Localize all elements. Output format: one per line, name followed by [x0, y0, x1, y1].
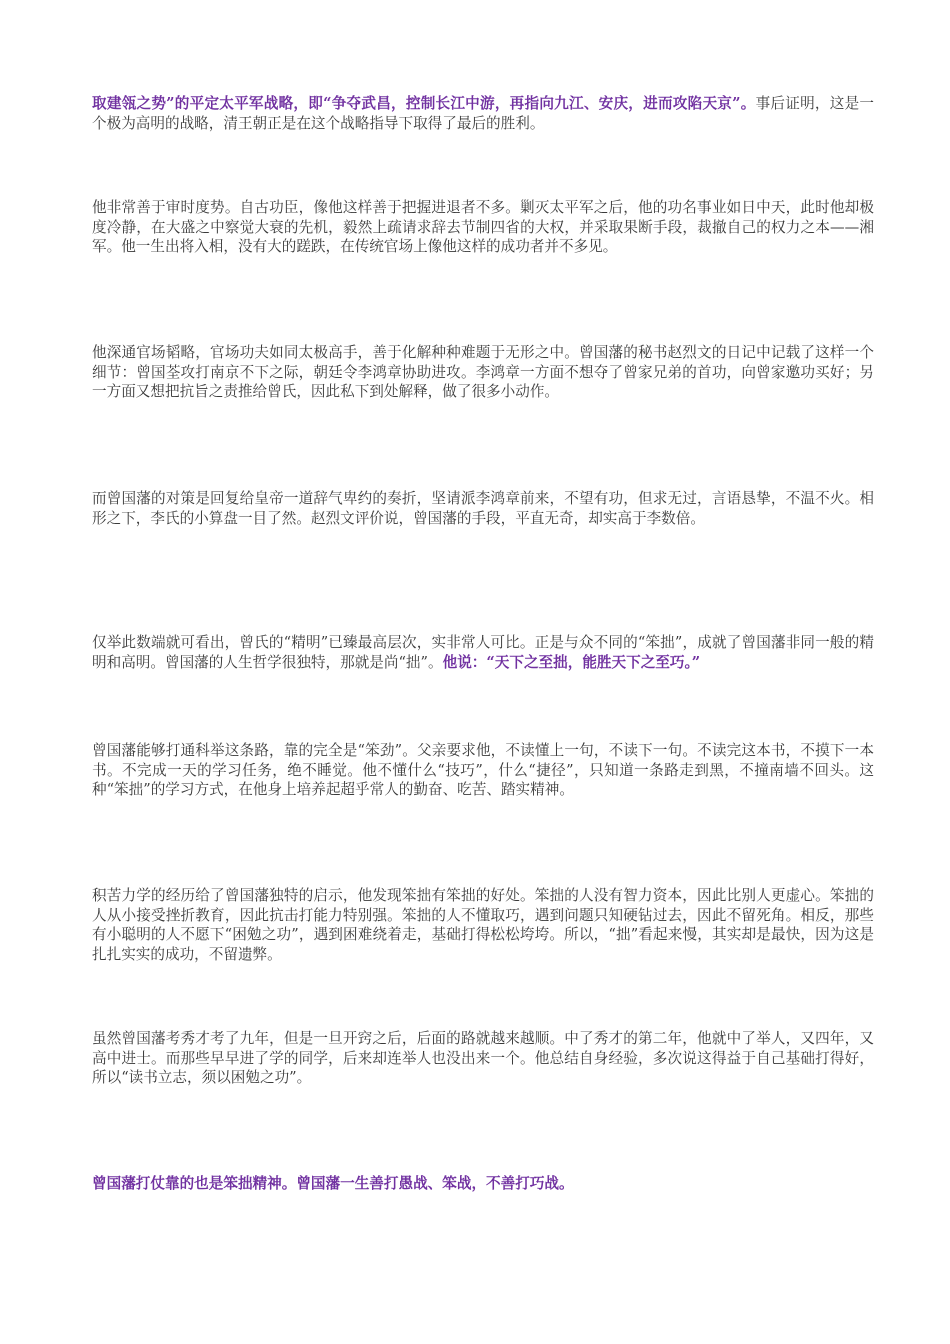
paragraph-exam-path — [92, 741, 874, 800]
paragraph-text: 积苦力学的经历给了曾国藩独特的启示，他发现笨拙有笨拙的好处。笨拙的人没有智力资本，因此比别人更虚心。笨拙的人从小接受挫折教育，因此抗击打能力特别强。笨拙的人不懂取巧，遇到问题只知硬钻过去，因此不留死角。相反，那些有小聪明的人不愿下“困勉之功”，遇到困难绕着走，基础打得松松垮垮。所以，“拙”看起来慢，其实却是最快，因为这是扎扎实实的成功，不留遗弊。 — [92, 887, 874, 963]
paragraph-insight — [92, 886, 874, 964]
paragraph-text: 虽然曾国藩考秀才考了九年，但是一旦开窍之后，后面的路就越来越顺。中了秀才的第二年，他就中了举人，又四年，又高中进士。而那些早早进了学的同学，后来却连举人也没出来一个。他总结自身经验，多次说这得益于自己基础打得好，所以“读书立志，须以困勉之功”。 — [92, 1030, 874, 1086]
paragraph-countermeasure — [92, 489, 874, 528]
paragraph-highlight: 取建瓴之势”的平定太平军战略，即“争夺武昌，控制长江中游，再指向九江、安庆，进而攻陷天京”。 — [92, 95, 756, 112]
paragraph-highlight: 他说：“天下之至拙，能胜天下之至巧。” — [442, 653, 701, 671]
paragraph-warfare — [92, 1174, 874, 1194]
paragraph-text: 而曾国藩的对策是回复给皇帝一道辞气卑约的奏折，坚请派李鸿章前来，不望有功，但求无过，言语恳挚，不温不火。相形之下，李氏的小算盘一目了然。赵烈文评价说，曾国藩的手段，平直无奇，却实高于李数倍。 — [92, 490, 874, 527]
paragraph-text: 事后证明，这是一个极为高明的战略，清王朝正是在这个战略指导下取得了最后的胜利。 — [92, 95, 874, 132]
paragraph-text: 他非常善于审时度势。自古功臣，像他这样善于把握进退者不多。剿灭太平军之后，他的功名事业如日中天，此时他却极度冷静，在大盛之中察觉大衰的先机，毅然上疏请求辞去节制四省的大权，并采取果断手段，裁撤自己的权力之本——湘军。他一生出将入相，没有大的蹉跌，在传统官场上像他这样的成功者并不多见。 — [92, 199, 874, 255]
paragraph-philosophy — [92, 633, 874, 672]
paragraph-text: 仅举此数端就可看出，曾氏的“精明”已臻最高层次，实非常人可比。正是与众不同的“笨拙”，成就了曾国藩非同一般的精明和高明。曾国藩的人生哲学很独特，那就是尚“拙”。 — [92, 634, 874, 671]
paragraph-success — [92, 1029, 874, 1088]
paragraph-highlight: 曾国藩打仗靠的也是笨拙精神。曾国藩一生善打愚战、笨战，不善打巧战。 — [92, 1175, 574, 1192]
paragraph-officialdom — [92, 343, 874, 402]
paragraph-text: 曾国藩能够打通科举这条路，靠的完全是“笨劲”。父亲要求他，不读懂上一句，不读下一句。不读完这本书，不摸下一本书。不完成一天的学习任务，绝不睡觉。他不懂什么“技巧”，什么“捷径”，只知道一条路走到黑，不撞南墙不回头。这种“笨拙”的学习方式，在他身上培养起超乎常人的勤奋、吃苦、踏实精神。 — [92, 742, 874, 798]
paragraph-text: 他深通官场韬略，官场功夫如同太极高手，善于化解种种难题于无形之中。曾国藩的秘书赵烈文的日记中记载了这样一个细节：曾国荃攻打南京不下之际，朝廷令李鸿章协助进攻。李鸿章一方面不想夺了曾家兄弟的首功，向曾家邀功买好；另一方面又想把抗旨之责推给曾氏，因此私下到处解释，做了很多小动作。 — [92, 344, 874, 400]
paragraph-strategy — [92, 94, 874, 133]
paragraph-timing — [92, 198, 874, 257]
